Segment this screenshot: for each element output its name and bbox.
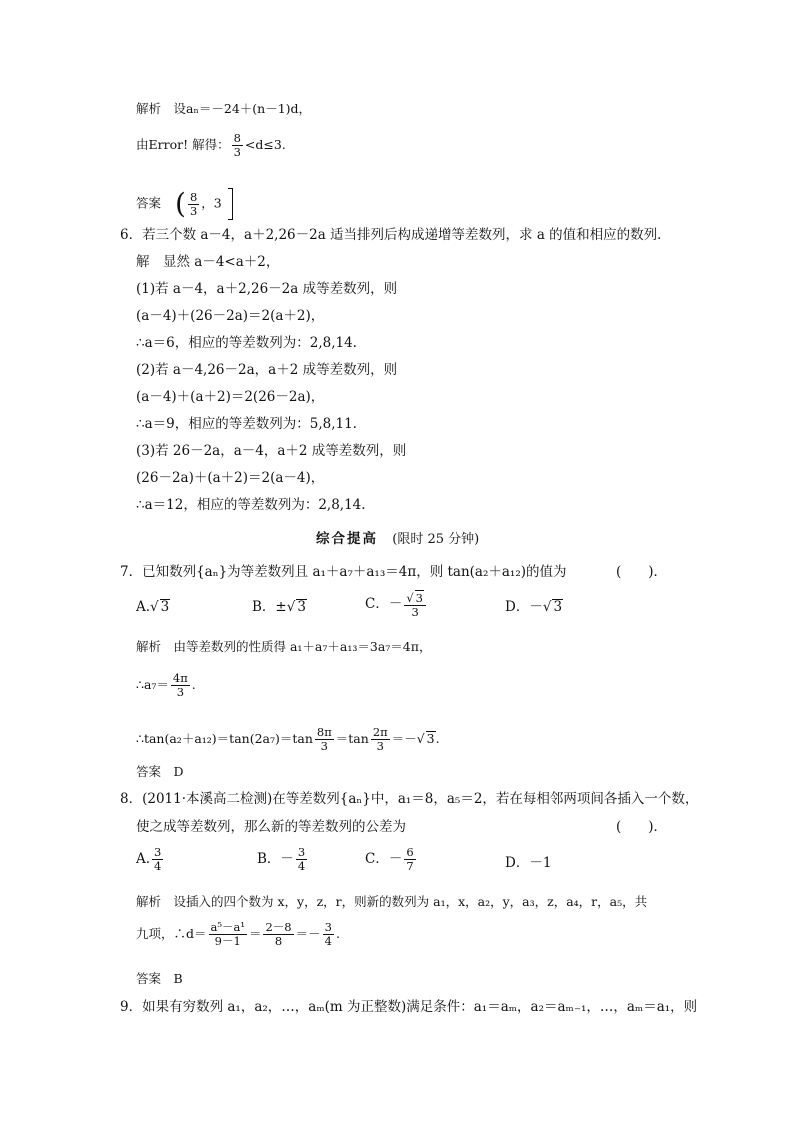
q7-tan-value: ∴tan(a₂＋a₁₂)＝tan(2a₇)＝tan $\frac{8\pi}{3}$ ＝tan $\frac{2\pi}{3}$ ＝－√ 3.	[136, 725, 440, 753]
q8-answer: 答案 B	[136, 971, 183, 986]
fraction-2m8-8: $\frac{2-8}{8}$	[265, 920, 292, 948]
q6-solution-intro: 解 显然 a－4<a＋2，	[136, 254, 280, 270]
q6-case-2-eq: (a－4)＋(a＋2)＝2(26－2a)，	[136, 389, 325, 405]
q8-option-c: C．－ $\frac{6}{7}$	[365, 845, 414, 873]
right-bracket	[228, 188, 233, 220]
q6-case-3-result: ∴a＝12，相应的等差数列为：2,8,14.	[136, 497, 366, 513]
section-heading	[316, 530, 479, 549]
q6-case-2: (2)若 a－4,26－2a，a＋2 成等差数列，则	[136, 362, 398, 378]
fraction-sqrt3-3: $\frac{√ 3}{3}$	[404, 590, 426, 619]
q7-option-b: B．±√ 3	[252, 599, 306, 615]
q8-analysis: 解析 设插入的四个数为 x，y，z，r，则新的数列为 a₁，x，a₂，y，a₃，z，a₄，r，a₅，共	[136, 894, 648, 909]
q8-d-value: 九项，∴d＝ $\frac{\text{a⁵－a¹}}{9-1}$ ＝ $\frac{2-8}{8}$ ＝－ $\frac{3}{4}$ .	[136, 920, 340, 948]
question-7: 7．已知数列{aₙ}为等差数列且 a₁＋a₇＋a₁₃＝4π，则 tan(a₂＋a₁₂)的值为	[120, 564, 567, 580]
analysis-line: 解析 设aₙ＝－24＋(n－1)d，	[136, 101, 312, 116]
solve-line	[136, 132, 286, 159]
fraction-8-3: $\frac{8}{3}$	[233, 131, 241, 159]
q6-case-3-eq: (26－2a)＋(a＋2)＝2(a－4)，	[136, 470, 325, 486]
q8-option-b: B．－ $\frac{3}{4}$	[257, 845, 306, 873]
q7-answer: 答案 D	[136, 764, 184, 779]
q7-option-d: D．－√ 3	[505, 599, 563, 615]
q7-option-a: A.√ 3	[136, 599, 170, 615]
fraction-8-3-answer: $\frac{8}{3}$	[189, 189, 198, 218]
sqrt-icon: √	[286, 599, 296, 615]
fraction-3-4-result: $\frac{3}{4}$	[324, 920, 332, 948]
interval-upper: ，3	[201, 195, 222, 211]
fraction-3-4: $\frac{3}{4}$	[154, 845, 162, 873]
fraction-4pi-3: $\frac{4\pi}{3}$	[172, 671, 188, 699]
solve-range: <d≤3.	[244, 137, 286, 152]
section-title: 综合提高	[316, 531, 378, 547]
q7-analysis: 解析 由等差数列的性质得 a₁＋a₇＋a₁₃＝3a₇＝4π，	[136, 639, 432, 654]
q8-option-a: A. $\frac{3}{4}$	[136, 845, 162, 873]
fraction-2pi-3: $\frac{2\pi}{3}$	[372, 725, 388, 753]
sqrt-icon: √	[150, 599, 159, 615]
left-paren: (	[175, 187, 186, 220]
q7-answer-paren: ( )．	[616, 564, 668, 580]
sqrt-icon: √	[542, 599, 552, 615]
sqrt-icon: √	[406, 591, 414, 605]
fraction-6-7: $\frac{6}{7}$	[406, 845, 414, 873]
question-6: 6．若三个数 a－4，a＋2,26－2a 适当排列后构成递增等差数列，求 a 的值和相应的数列．	[120, 227, 671, 243]
solve-text: 由Error! 解得：	[136, 137, 230, 152]
answer-label: 答案	[136, 195, 162, 211]
q6-case-2-result: ∴a＝9，相应的等差数列为：5,8,11.	[136, 416, 357, 432]
question-9: 9．如果有穷数列 a₁，a₂，…，aₘ(m 为正整数)满足条件：a₁＝aₘ，a₂＝aₘ₋₁，…，aₘ＝a₁，则	[120, 999, 698, 1015]
q6-case-1-result: ∴a＝6，相应的等差数列为：2,8,14.	[136, 335, 357, 351]
q6-case-1: (1)若 a－4，a＋2,26－2a 成等差数列，则	[136, 281, 398, 297]
sqrt-icon: √	[416, 731, 425, 746]
fraction-8pi-3: $\frac{8\pi}{3}$	[316, 725, 332, 753]
section-time-limit: (限时 25 分钟)	[392, 532, 480, 547]
fraction-a5-a1: $\frac{\text{a⁵－a¹}}{9-1}$	[210, 920, 245, 948]
q8-answer-paren: ( )．	[616, 819, 668, 835]
q7-a7-value: ∴a₇＝ $\frac{4\pi}{3}$ .	[136, 671, 196, 699]
q6-case-3: (3)若 26－2a，a－4，a＋2 成等差数列，则	[136, 443, 407, 459]
q6-case-1-eq: (a－4)＋(26－2a)＝2(a＋2)，	[136, 308, 325, 324]
q7-option-c: C．－ $\frac{√ 3}{3}$	[365, 590, 428, 619]
answer-line	[136, 188, 233, 220]
question-8-cont: 使之成等差数列，那么新的等差数列的公差为	[136, 819, 406, 835]
question-8: 8．(2011·本溪高二检测)在等差数列{aₙ}中，a₁＝8，a₅＝2，若在每相邻两项间各插入一个数，	[120, 791, 699, 807]
q8-option-d: D．－1	[505, 855, 552, 871]
fraction-3-4: $\frac{3}{4}$	[297, 845, 306, 873]
